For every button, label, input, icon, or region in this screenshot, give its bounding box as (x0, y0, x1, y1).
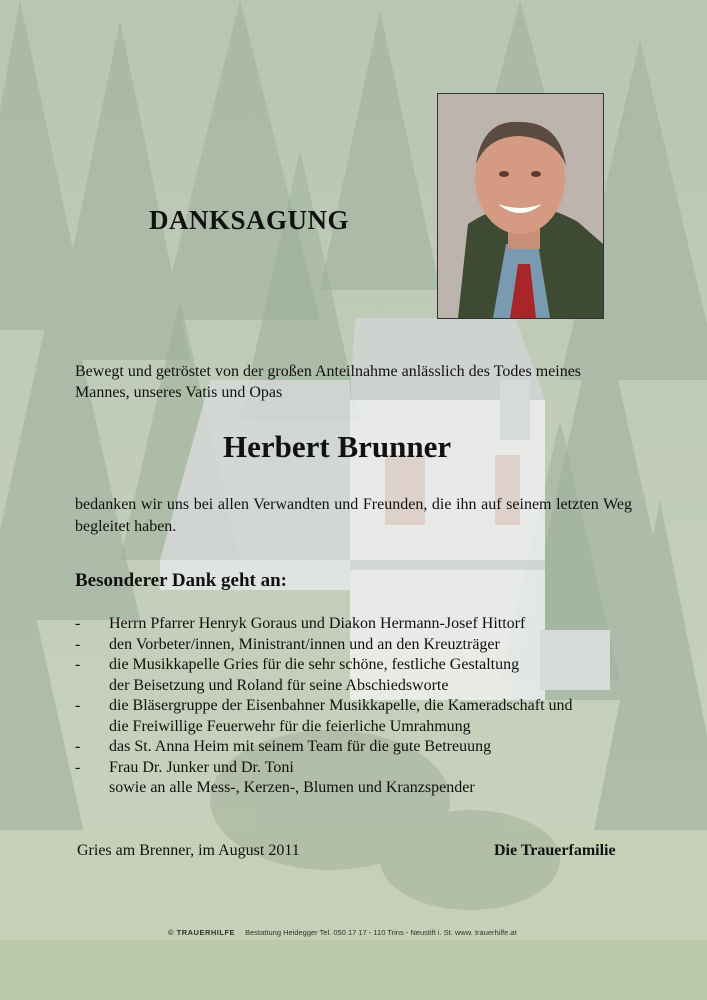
special-thanks-heading: Besonderer Dank geht an: (75, 570, 288, 591)
footer-text: Bestattung Heidegger Tel. 050 17 17 - 110 Trins - Neustift i. St. www. trauerhilfe.at (245, 928, 517, 937)
portrait-icon (438, 94, 603, 318)
list-item: - Frau Dr. Junker und Dr. Toni sowie an alle Mess-, Kerzen-, Blumen und Kranzspender (75, 758, 475, 796)
list-item: - den Vorbeter/innen, Ministrant/innen und an den Kreuzträger (75, 635, 500, 653)
footer (168, 928, 517, 937)
thanks-text: bedanken wir uns bei allen Verwandten und Freunden, die ihn auf seinem letzten Weg begleitet haben. (75, 496, 632, 535)
place-date: Gries am Brenner, im August 2011 (77, 842, 300, 859)
signature: Die Trauerfamilie (494, 842, 616, 859)
list-item: - die Bläsergruppe der Eisenbahner Musikkapelle, die Kameradschaft und die Freiwillige Feuerwehr für die feierliche Umrahmung (75, 697, 573, 735)
page-title: DANKSAGUNG (149, 205, 350, 235)
trauerhilfe-logo: © TRAUERHILFE (168, 928, 236, 937)
list-item: - das St. Anna Heim mit seinem Team für die gute Betreuung (75, 738, 492, 755)
deceased-name: Herbert Brunner (223, 429, 452, 464)
list-item: - die Musikkapelle Gries für die sehr schöne, festliche Gestaltung der Beisetzung und Roland für seine Abschiedsworte (75, 656, 520, 694)
portrait-photo (437, 93, 604, 319)
intro-text: Bewegt und getröstet von der großen Anteilnahme anlässlich des Todes meines Mannes, unseres Vatis und Opas (75, 363, 582, 401)
list-item: - Herrn Pfarrer Henryk Goraus und Diakon Hermann-Josef Hittorf (75, 615, 526, 632)
special-thanks-list (75, 614, 645, 799)
